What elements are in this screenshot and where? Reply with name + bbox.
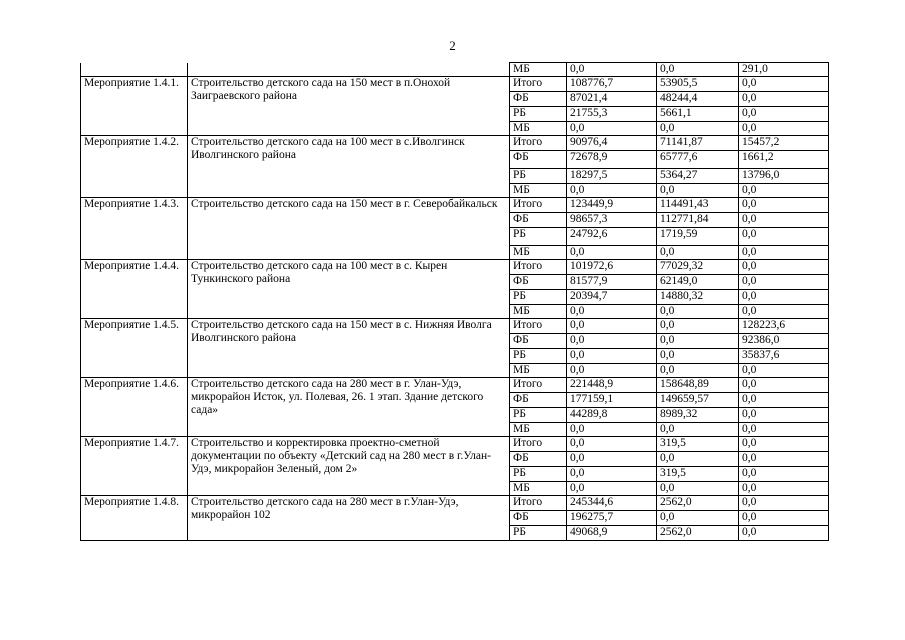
value-cell: 108776,7 bbox=[567, 77, 657, 92]
value-cell: 0,0 bbox=[657, 423, 739, 437]
value-cell: 0,0 bbox=[739, 452, 829, 467]
activity-description: Строительство детского сада на 100 мест в с.Иволгинск Иволгинского района bbox=[188, 136, 510, 198]
fund-cell: ФБ bbox=[510, 452, 567, 467]
value-cell: 20394,7 bbox=[567, 290, 657, 305]
value-cell: 0,0 bbox=[739, 184, 829, 198]
value-cell: 0,0 bbox=[567, 452, 657, 467]
value-cell: 0,0 bbox=[657, 349, 739, 364]
value-cell: 177159,1 bbox=[567, 393, 657, 408]
value-cell: 0,0 bbox=[739, 77, 829, 92]
fund-cell: ФБ bbox=[510, 511, 567, 526]
value-cell: 0,0 bbox=[739, 198, 829, 213]
value-cell: 0,0 bbox=[657, 305, 739, 319]
value-cell: 24792,6 bbox=[567, 228, 657, 246]
value-cell: 0,0 bbox=[657, 511, 739, 526]
value-cell: 90976,4 bbox=[567, 136, 657, 151]
value-cell: 291,0 bbox=[739, 63, 829, 77]
table-row bbox=[81, 319, 829, 334]
value-cell: 0,0 bbox=[567, 334, 657, 349]
empty-cell bbox=[188, 63, 510, 77]
activity-description: Строительство детского сада на 280 мест в г.Улан-Удэ, микрорайон 102 bbox=[188, 496, 510, 541]
value-cell: 87021,4 bbox=[567, 92, 657, 107]
activity-description: Строительство детского сада на 150 мест в с. Нижняя Иволга Иволгинского района bbox=[188, 319, 510, 378]
value-cell: 2562,0 bbox=[657, 496, 739, 511]
value-cell: 72678,9 bbox=[567, 151, 657, 169]
page-number: 2 bbox=[449, 38, 456, 53]
activity-name: Мероприятие 1.4.2. bbox=[81, 136, 188, 198]
value-cell: 65777,6 bbox=[657, 151, 739, 169]
activity-name: Мероприятие 1.4.6. bbox=[81, 378, 188, 437]
value-cell: 0,0 bbox=[739, 246, 829, 260]
value-cell: 53905,5 bbox=[657, 77, 739, 92]
value-cell: 0,0 bbox=[739, 92, 829, 107]
value-cell: 0,0 bbox=[567, 437, 657, 452]
value-cell: 0,0 bbox=[739, 275, 829, 290]
fund-cell: ФБ bbox=[510, 213, 567, 228]
fund-cell: Итого bbox=[510, 77, 567, 92]
value-cell: 319,5 bbox=[657, 467, 739, 482]
value-cell: 92386,0 bbox=[739, 334, 829, 349]
value-cell: 8989,32 bbox=[657, 408, 739, 423]
value-cell: 81577,9 bbox=[567, 275, 657, 290]
value-cell: 0,0 bbox=[739, 364, 829, 378]
value-cell: 0,0 bbox=[657, 122, 739, 136]
funding-table bbox=[80, 62, 829, 541]
fund-cell: ФБ bbox=[510, 92, 567, 107]
value-cell: 221448,9 bbox=[567, 378, 657, 393]
table-row bbox=[81, 63, 829, 77]
value-cell: 158648,89 bbox=[657, 378, 739, 393]
activity-name: Мероприятие 1.4.3. bbox=[81, 198, 188, 260]
value-cell: 0,0 bbox=[567, 364, 657, 378]
value-cell: 319,5 bbox=[657, 437, 739, 452]
table-row bbox=[81, 77, 829, 92]
value-cell: 0,0 bbox=[567, 122, 657, 136]
fund-cell: РБ bbox=[510, 169, 567, 184]
value-cell: 196275,7 bbox=[567, 511, 657, 526]
fund-cell: МБ bbox=[510, 184, 567, 198]
value-cell: 1661,2 bbox=[739, 151, 829, 169]
table-row bbox=[81, 496, 829, 511]
fund-cell: РБ bbox=[510, 467, 567, 482]
table-row bbox=[81, 198, 829, 213]
value-cell: 0,0 bbox=[739, 408, 829, 423]
fund-cell: ФБ bbox=[510, 275, 567, 290]
value-cell: 0,0 bbox=[739, 107, 829, 122]
value-cell: 0,0 bbox=[739, 496, 829, 511]
value-cell: 62149,0 bbox=[657, 275, 739, 290]
activity-description: Строительство детского сада на 150 мест в г. Северобайкальск bbox=[188, 198, 510, 260]
fund-cell: ФБ bbox=[510, 151, 567, 169]
value-cell: 0,0 bbox=[739, 122, 829, 136]
value-cell: 0,0 bbox=[739, 228, 829, 246]
fund-cell: МБ bbox=[510, 423, 567, 437]
value-cell: 101972,6 bbox=[567, 260, 657, 275]
value-cell: 0,0 bbox=[567, 246, 657, 260]
value-cell: 0,0 bbox=[657, 482, 739, 496]
fund-cell: ФБ bbox=[510, 393, 567, 408]
value-cell: 35837,6 bbox=[739, 349, 829, 364]
value-cell: 49068,9 bbox=[567, 526, 657, 541]
value-cell: 0,0 bbox=[657, 334, 739, 349]
fund-cell: Итого bbox=[510, 136, 567, 151]
fund-cell: РБ bbox=[510, 408, 567, 423]
fund-cell: МБ bbox=[510, 364, 567, 378]
activity-name: Мероприятие 1.4.7. bbox=[81, 437, 188, 496]
table-row bbox=[81, 136, 829, 151]
fund-cell: МБ bbox=[510, 246, 567, 260]
table-row bbox=[81, 378, 829, 393]
value-cell: 0,0 bbox=[739, 213, 829, 228]
value-cell: 48244,4 bbox=[657, 92, 739, 107]
value-cell: 0,0 bbox=[567, 423, 657, 437]
activity-name: Мероприятие 1.4.4. bbox=[81, 260, 188, 319]
value-cell: 0,0 bbox=[739, 290, 829, 305]
value-cell: 0,0 bbox=[739, 378, 829, 393]
value-cell: 0,0 bbox=[567, 349, 657, 364]
fund-cell: Итого bbox=[510, 319, 567, 334]
value-cell: 0,0 bbox=[739, 437, 829, 452]
fund-cell: Итого bbox=[510, 437, 567, 452]
fund-cell: МБ bbox=[510, 63, 567, 77]
value-cell: 44289,8 bbox=[567, 408, 657, 423]
value-cell: 21755,3 bbox=[567, 107, 657, 122]
value-cell: 0,0 bbox=[567, 305, 657, 319]
value-cell: 245344,6 bbox=[567, 496, 657, 511]
value-cell: 0,0 bbox=[739, 305, 829, 319]
value-cell: 0,0 bbox=[657, 246, 739, 260]
value-cell: 0,0 bbox=[657, 63, 739, 77]
activity-name: Мероприятие 1.4.1. bbox=[81, 77, 188, 136]
fund-cell: МБ bbox=[510, 122, 567, 136]
value-cell: 128223,6 bbox=[739, 319, 829, 334]
value-cell: 112771,84 bbox=[657, 213, 739, 228]
value-cell: 0,0 bbox=[567, 63, 657, 77]
value-cell: 0,0 bbox=[567, 319, 657, 334]
fund-cell: РБ bbox=[510, 349, 567, 364]
fund-cell: РБ bbox=[510, 526, 567, 541]
value-cell: 77029,32 bbox=[657, 260, 739, 275]
value-cell: 123449,9 bbox=[567, 198, 657, 213]
value-cell: 18297,5 bbox=[567, 169, 657, 184]
fund-cell: Итого bbox=[510, 378, 567, 393]
value-cell: 5661,1 bbox=[657, 107, 739, 122]
value-cell: 0,0 bbox=[739, 482, 829, 496]
activity-description: Строительство детского сада на 100 мест в с. Кырен Тункинского района bbox=[188, 260, 510, 319]
value-cell: 98657,3 bbox=[567, 213, 657, 228]
value-cell: 14880,32 bbox=[657, 290, 739, 305]
fund-cell: РБ bbox=[510, 290, 567, 305]
value-cell: 114491,43 bbox=[657, 198, 739, 213]
value-cell: 15457,2 bbox=[739, 136, 829, 151]
value-cell: 0,0 bbox=[657, 364, 739, 378]
activity-description: Строительство и корректировка проектно-сметной документации по объекту «Детский сад на 280 мест в г.Улан-Удэ, микрорайон Зеленый, дом 2» bbox=[188, 437, 510, 496]
value-cell: 0,0 bbox=[739, 260, 829, 275]
value-cell: 0,0 bbox=[739, 511, 829, 526]
value-cell: 0,0 bbox=[739, 467, 829, 482]
activity-description: Строительство детского сада на 150 мест в п.Онохой Заиграевского района bbox=[188, 77, 510, 136]
value-cell: 0,0 bbox=[657, 319, 739, 334]
fund-cell: Итого bbox=[510, 198, 567, 213]
fund-cell: МБ bbox=[510, 482, 567, 496]
table-row bbox=[81, 437, 829, 452]
fund-cell: РБ bbox=[510, 228, 567, 246]
value-cell: 0,0 bbox=[739, 526, 829, 541]
value-cell: 0,0 bbox=[567, 482, 657, 496]
value-cell: 0,0 bbox=[657, 184, 739, 198]
activity-description: Строительство детского сада на 280 мест в г. Улан-Удэ, микрорайон Исток, ул. Полевая, 26. 1 этап. Здание детского сада» bbox=[188, 378, 510, 437]
value-cell: 5364,27 bbox=[657, 169, 739, 184]
value-cell: 0,0 bbox=[739, 393, 829, 408]
value-cell: 13796,0 bbox=[739, 169, 829, 184]
value-cell: 0,0 bbox=[657, 452, 739, 467]
funding-table-body bbox=[81, 63, 829, 541]
value-cell: 0,0 bbox=[739, 423, 829, 437]
value-cell: 1719,59 bbox=[657, 228, 739, 246]
fund-cell: Итого bbox=[510, 260, 567, 275]
table-row bbox=[81, 260, 829, 275]
value-cell: 71141,87 bbox=[657, 136, 739, 151]
fund-cell: РБ bbox=[510, 107, 567, 122]
fund-cell: МБ bbox=[510, 305, 567, 319]
value-cell: 0,0 bbox=[567, 184, 657, 198]
value-cell: 0,0 bbox=[567, 467, 657, 482]
fund-cell: Итого bbox=[510, 496, 567, 511]
empty-cell bbox=[81, 63, 188, 77]
value-cell: 149659,57 bbox=[657, 393, 739, 408]
value-cell: 2562,0 bbox=[657, 526, 739, 541]
fund-cell: ФБ bbox=[510, 334, 567, 349]
activity-name: Мероприятие 1.4.5. bbox=[81, 319, 188, 378]
activity-name: Мероприятие 1.4.8. bbox=[81, 496, 188, 541]
